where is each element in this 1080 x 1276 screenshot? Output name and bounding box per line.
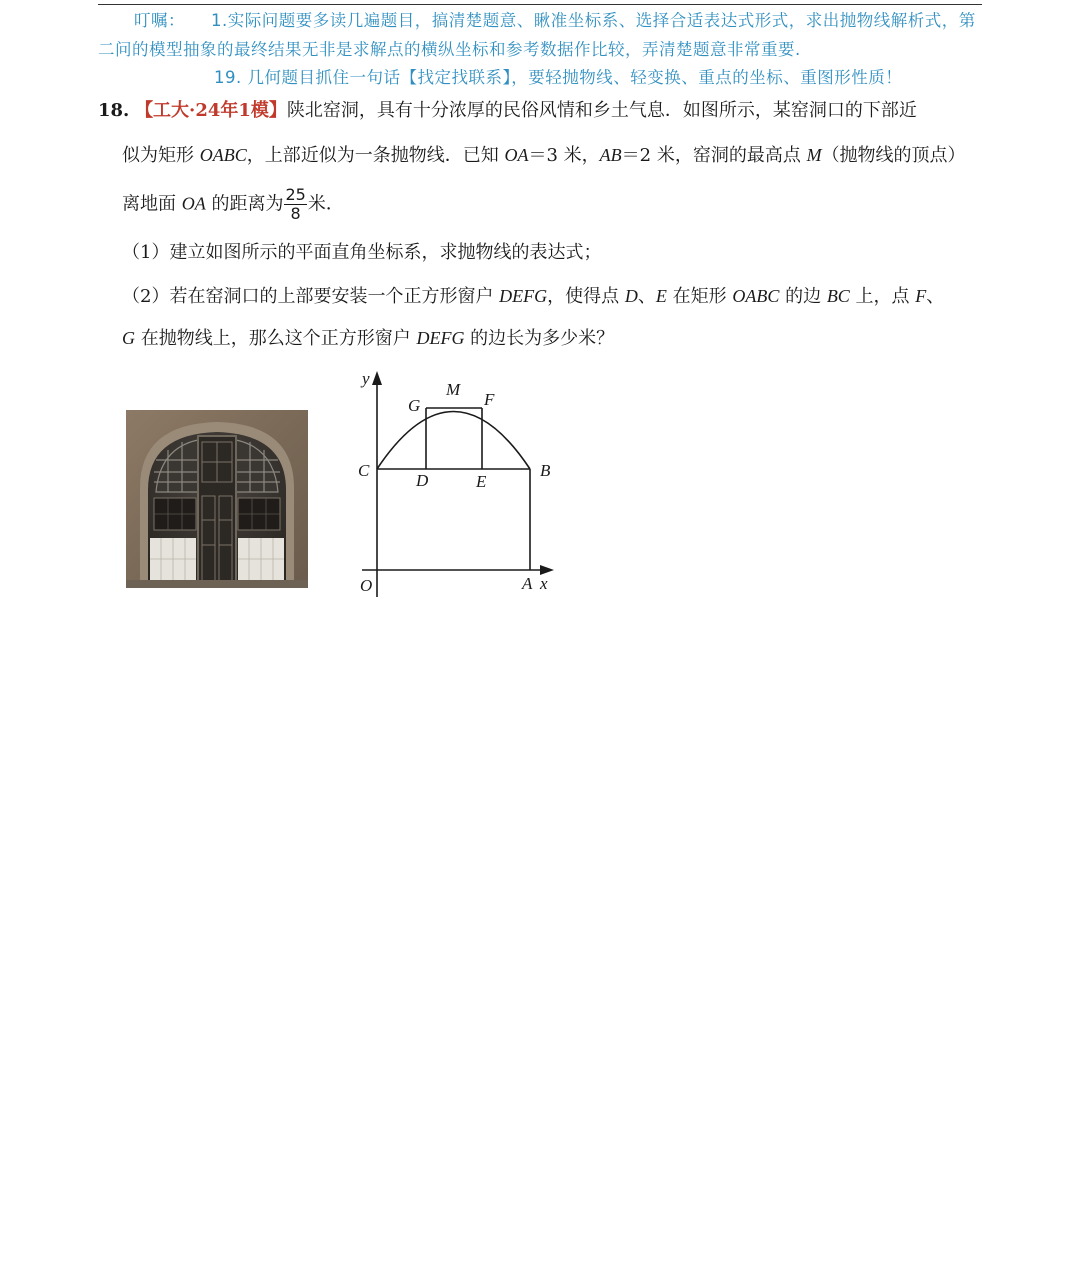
label-d: D xyxy=(416,471,429,490)
label-f: F xyxy=(484,390,495,409)
label-y: y xyxy=(362,369,370,388)
question-line-2: 似为矩形 OABC，上部近似为一条抛物线．已知 OA＝3 米，AB＝2 米，窑洞的最高点 M（抛物线的顶点） xyxy=(122,145,966,166)
label-g: G xyxy=(408,396,421,415)
question-line-1: 18. 【工大·24年1模】陕北窑洞，具有十分浓厚的民俗风情和乡土气息．如图所示，某窑洞口的下部近 xyxy=(98,100,917,121)
fraction-25-8: $\frac{25}{8}$ xyxy=(285,185,306,223)
label-b: B xyxy=(540,461,551,480)
label-e: E xyxy=(476,472,487,491)
label-m: M xyxy=(446,380,461,399)
reminder-paragraph-2: 19. 几何题目抓住一句话【找定找联系】，要轻抛物线、轻变换、重点的坐标、重图形性质！ xyxy=(214,68,903,87)
label-o: O xyxy=(360,576,373,595)
parabola xyxy=(377,412,530,470)
label-x: x xyxy=(540,574,548,593)
cave-dwelling-photo xyxy=(126,410,308,588)
y-axis-arrow xyxy=(372,371,382,385)
reminder-label: 叮嘱： xyxy=(134,11,185,30)
question-source-tag: 【工大·24年1模】 xyxy=(135,100,287,121)
parabola-diagram xyxy=(350,365,570,605)
question-number: 18. xyxy=(98,100,130,121)
question-part-2-line-2: G 在抛物线上，那么这个正方形窗户 DEFG 的边长为多少米？ xyxy=(122,328,615,349)
question-line-3: 离地面 OA 的距离为 $\frac{25}{8}$ 米． xyxy=(122,185,344,223)
question-part-2-line-1: （2）若在窑洞口的上部要安装一个正方形窗户 DEFG，使得点 D、E 在矩形 OABC 的边 BC 上，点 F、 xyxy=(122,286,945,307)
label-c: C xyxy=(358,461,370,480)
reminder-paragraph-1 xyxy=(98,6,982,64)
reminder-line-1: 1.实际问题要多读几遍题目，搞清楚题意、瞅准坐标系、选择合适表达式形式，求出抛物线解析式，第二问的模型抽象的最终结果无非是求解点的横纵坐标和参考数据作比较，弄清楚题意非常重要. xyxy=(98,11,976,59)
question-part-1: （1）建立如图所示的平面直角坐标系，求抛物线的表达式； xyxy=(122,242,602,263)
top-rule xyxy=(98,4,982,5)
label-a: A xyxy=(522,574,533,593)
